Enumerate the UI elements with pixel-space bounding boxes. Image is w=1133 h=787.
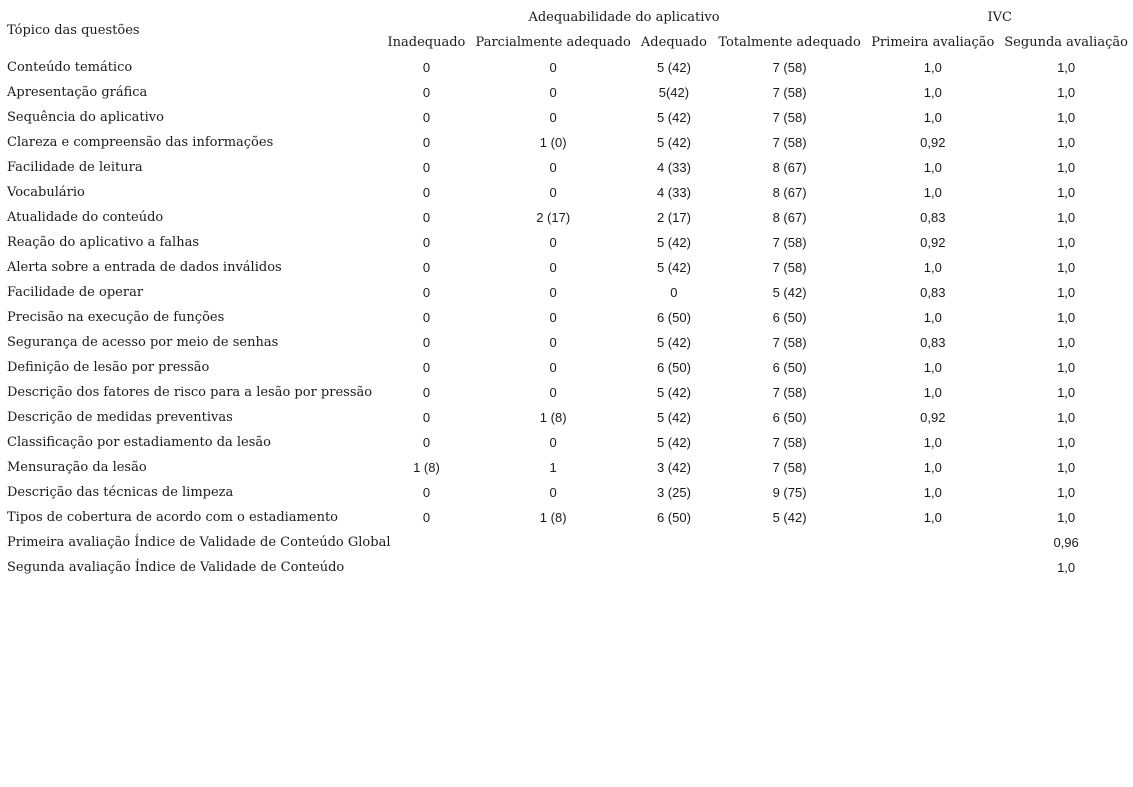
first-eval-cell: 1,0 [923,435,942,450]
inadequate-cell: 0 [422,360,431,375]
inadequate-cell: 0 [422,435,431,450]
second-eval-cell: 1,0 [1057,210,1076,225]
second-eval-cell: 1,0 [1057,510,1076,525]
adequate-cell: 3 (25) [656,485,691,500]
second-eval-cell: 1,0 [1057,360,1076,375]
adequate-cell: 4 (33) [656,160,691,175]
adequate-cell: 5 (42) [656,260,691,275]
total-cell: 7 (58) [772,435,807,450]
partial-cell: 0 [549,310,557,325]
adequate-cell: 5 (42) [656,385,691,400]
table-row [4,105,1133,130]
first-eval-cell: 1,0 [923,360,942,375]
first-eval-cell: 1,0 [923,310,942,325]
total-cell: 7 (58) [772,260,807,275]
adequate-cell: 5 (42) [656,435,691,450]
second-eval-cell: 1,0 [1057,160,1076,175]
inadequate-cell: 0 [422,235,431,250]
topic-cell: Descrição dos fatores de risco para a lesão por pressão [7,385,373,400]
first-eval-cell: 1,0 [923,160,942,175]
topic-cell: Facilidade de leitura [7,160,143,175]
inadequate-cell: 0 [422,385,431,400]
partial-cell: 0 [549,360,557,375]
topic-cell: Tipos de cobertura de acordo com o estadiamento [7,510,338,525]
partial-cell: 0 [549,285,557,300]
table-row [4,455,1133,480]
topic-cell: Classificação por estadiamento da lesão [7,435,271,450]
table-row [4,255,1133,280]
total-cell: 6 (50) [772,410,807,425]
first-eval-cell: 0,83 [920,210,946,225]
inadequate-cell: 0 [422,85,431,100]
second-eval-cell: 1,0 [1057,85,1076,100]
table-row [4,405,1133,430]
total-cell: 8 (67) [772,160,807,175]
total-cell: 8 (67) [772,210,807,225]
inadequate-cell: 0 [422,410,431,425]
adequate-cell: 3 (42) [656,460,691,475]
second-eval-cell: 1,0 [1057,485,1076,500]
first-eval-cell: 1,0 [923,60,942,75]
second-eval-cell: 1,0 [1057,335,1076,350]
inadequate-cell: 0 [422,110,431,125]
adequate-cell: 5 (42) [656,135,691,150]
second-eval-cell: 1,0 [1057,460,1076,475]
total-cell: 5 (42) [772,285,807,300]
inadequate-cell: 0 [422,335,431,350]
total-cell: 7 (58) [772,235,807,250]
total-cell: 6 (50) [772,310,807,325]
partial-header: Parcialmente adequado [475,35,631,50]
first-eval-cell: 0,83 [920,335,946,350]
summary-label: Segunda avaliação Índice de Validade de Conteúdo [7,560,345,575]
partial-cell: 0 [549,485,557,500]
first-eval-cell: 1,0 [923,460,942,475]
partial-cell: 1 [549,460,557,475]
topic-cell: Vocabulário [7,185,85,200]
partial-cell: 0 [549,335,557,350]
topic-cell: Atualidade do conteúdo [7,210,164,225]
adequate-cell: 0 [670,285,678,300]
summary-label: Primeira avaliação Índice de Validade de Conteúdo Global [7,535,391,550]
inadequate-header: Inadequado [387,35,466,50]
table-row [4,330,1133,355]
total-cell: 7 (58) [772,85,807,100]
second-eval-cell: 1,0 [1057,435,1076,450]
adequate-cell: 6 (50) [656,510,691,525]
topic-cell: Descrição de medidas preventivas [7,410,233,425]
second-eval-cell: 1,0 [1057,235,1076,250]
inadequate-cell: 0 [422,135,431,150]
total-cell: 9 (75) [772,485,807,500]
partial-cell: 1 (8) [539,510,567,525]
adequate-cell: 5 (42) [656,410,691,425]
inadequate-cell: 0 [422,510,431,525]
second-eval-header: Segunda avaliação [1004,35,1128,50]
total-cell: 6 (50) [772,360,807,375]
adequate-cell: 5 (42) [656,60,691,75]
topic-cell: Facilidade de operar [7,285,144,300]
inadequate-cell: 0 [422,485,431,500]
summary-value: 0,96 [1053,535,1079,550]
second-eval-cell: 1,0 [1057,285,1076,300]
topic-cell: Sequência do aplicativo [7,110,164,125]
adequate-cell: 5(42) [658,85,690,100]
second-eval-cell: 1,0 [1057,60,1076,75]
partial-cell: 0 [549,235,557,250]
second-eval-cell: 1,0 [1057,110,1076,125]
summary-row [4,530,1133,555]
partial-cell: 0 [549,435,557,450]
table-body [4,55,1133,580]
total-cell: 7 (58) [772,385,807,400]
adequate-cell: 5 (42) [656,235,691,250]
adequate-cell: 5 (42) [656,110,691,125]
total-header: Totalmente adequado [718,35,861,50]
topic-header: Tópico das questões [7,22,140,38]
content-validity-table [4,5,1133,580]
total-cell: 7 (58) [772,60,807,75]
topic-cell: Clareza e compreensão das informações [7,135,274,150]
total-cell: 7 (58) [772,460,807,475]
adequability-header: Adequabilidade do aplicativo [528,10,720,25]
inadequate-cell: 0 [422,260,431,275]
total-cell: 8 (67) [772,185,807,200]
inadequate-cell: 0 [422,160,431,175]
table-row [4,505,1133,530]
table-row [4,180,1133,205]
first-eval-header: Primeira avaliação [871,35,995,50]
topic-cell: Precisão na execução de funções [7,310,225,325]
first-eval-cell: 0,92 [920,410,946,425]
table-row [4,280,1133,305]
partial-cell: 2 (17) [536,210,571,225]
first-eval-cell: 1,0 [923,485,942,500]
partial-cell: 0 [549,385,557,400]
first-eval-cell: 0,83 [920,285,946,300]
adequate-cell: 6 (50) [656,310,691,325]
topic-cell: Descrição das técnicas de limpeza [7,485,234,500]
total-cell: 7 (58) [772,335,807,350]
second-eval-cell: 1,0 [1057,135,1076,150]
first-eval-cell: 1,0 [923,110,942,125]
table-row [4,130,1133,155]
partial-cell: 1 (8) [539,410,567,425]
second-eval-cell: 1,0 [1057,310,1076,325]
adequate-header: Adequado [640,35,707,50]
first-eval-cell: 1,0 [923,510,942,525]
inadequate-cell: 0 [422,310,431,325]
first-eval-cell: 1,0 [923,385,942,400]
table-row [4,80,1133,105]
first-eval-cell: 1,0 [923,185,942,200]
topic-cell: Definição de lesão por pressão [7,360,210,375]
summary-row [4,555,1133,580]
summary-value: 1,0 [1057,560,1076,575]
table-row [4,355,1133,380]
inadequate-cell: 0 [422,60,431,75]
adequate-cell: 2 (17) [656,210,691,225]
group-header-row [4,5,1133,30]
topic-cell: Reação do aplicativo a falhas [7,235,200,250]
inadequate-cell: 0 [422,285,431,300]
adequate-cell: 6 (50) [656,360,691,375]
partial-cell: 0 [549,60,557,75]
inadequate-cell: 0 [422,185,431,200]
partial-cell: 0 [549,260,557,275]
second-eval-cell: 1,0 [1057,185,1076,200]
partial-cell: 0 [549,85,557,100]
topic-cell: Segurança de acesso por meio de senhas [7,335,279,350]
second-eval-cell: 1,0 [1057,385,1076,400]
table-row [4,205,1133,230]
total-cell: 5 (42) [772,510,807,525]
second-eval-cell: 1,0 [1057,260,1076,275]
partial-cell: 0 [549,110,557,125]
first-eval-cell: 0,92 [920,235,946,250]
table-row [4,230,1133,255]
partial-cell: 0 [549,160,557,175]
topic-cell: Conteúdo temático [7,60,133,75]
topic-cell: Mensuração da lesão [7,460,147,475]
partial-cell: 0 [549,185,557,200]
table-row [4,155,1133,180]
inadequate-cell: 1 (8) [413,460,440,475]
adequate-cell: 4 (33) [656,185,691,200]
table-row [4,480,1133,505]
topic-cell: Alerta sobre a entrada de dados inválidos [7,260,282,275]
table-row [4,305,1133,330]
table-row [4,55,1133,80]
topic-cell: Apresentação gráfica [7,85,148,100]
adequate-cell: 5 (42) [656,335,691,350]
total-cell: 7 (58) [772,135,807,150]
ivc-header: IVC [987,10,1012,25]
first-eval-cell: 0,92 [920,135,946,150]
inadequate-cell: 0 [422,210,431,225]
total-cell: 7 (58) [772,110,807,125]
partial-cell: 1 (0) [539,135,567,150]
first-eval-cell: 1,0 [923,85,942,100]
second-eval-cell: 1,0 [1057,410,1076,425]
table-row [4,430,1133,455]
table-row [4,380,1133,405]
first-eval-cell: 1,0 [923,260,942,275]
